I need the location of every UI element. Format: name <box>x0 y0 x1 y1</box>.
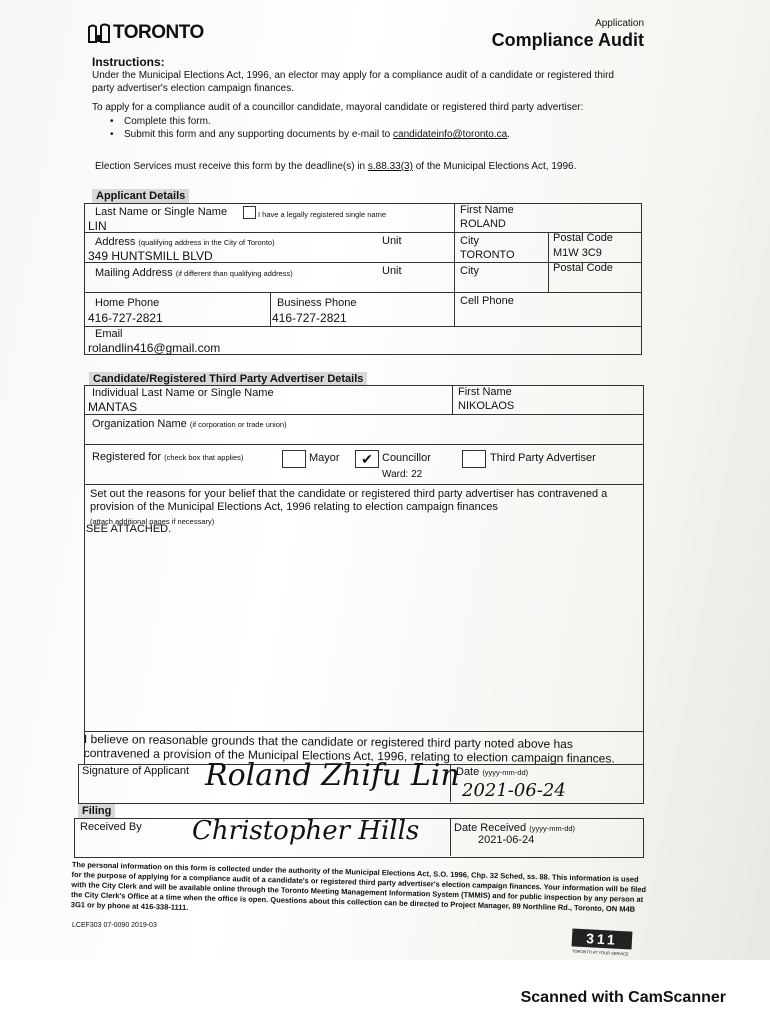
city-hall-icon <box>88 23 110 43</box>
toronto-logo <box>88 22 204 44</box>
third-party-checkbox[interactable] <box>462 450 486 468</box>
divider <box>84 731 643 732</box>
applicant-postal-code[interactable]: M1W 3C9 <box>553 247 602 259</box>
email-label: Email <box>95 328 123 340</box>
organization-label: Organization Name (if corporation or trade union) <box>92 418 287 430</box>
filing-section-title: Filing <box>78 804 115 818</box>
postal-code-label: Postal Code <box>553 232 613 244</box>
home-phone-label: Home Phone <box>95 297 160 309</box>
instructions-heading: Instructions: <box>92 55 165 69</box>
business-phone-label: Business Phone <box>277 297 357 309</box>
ward-label: Ward: 22 <box>382 469 423 480</box>
cell-phone-label: Cell Phone <box>460 295 514 307</box>
applicant-box <box>84 203 642 355</box>
belief-statement: I believe on reasonable grounds that the candidate or registered third party noted above has contravened a provision of the Municipal Elections Act, 1996, relating to election campaign finances. <box>83 732 615 766</box>
unit-label: Unit <box>382 235 402 247</box>
instructions-para-2: To apply for a compliance audit of a councillor candidate, mayoral candidate or registered third party advertiser: <box>92 102 584 113</box>
candidate-first-name[interactable]: NIKOLAOS <box>458 400 515 412</box>
privacy-notice: The personal information on this form is collected under the authority of the Municipal Elections Act, S.O. 1996, Chp. 32 Sched, ss. 88. This information is used for the purpose of applying for a compliance audit of a candidate's or registered third party advertiser's election campaign finances. Your information will be filed with the City Clerk and will be available online through the Toronto Meeting Management Information System (TMMIS) and for public inspection by any person at the City Clerk's Office at a time when the office is open. Questions about this collection can be directed to Project Manager, 89 Northline Rd., Toronto, ON M4B 3G1 or by phone at 416-338-1111. <box>70 860 647 914</box>
service-311-badge: 311 <box>572 928 633 949</box>
mailing-city-label: City <box>460 265 479 277</box>
badge-tagline: TORONTO AT YOUR SERVICE <box>571 948 629 957</box>
applicant-email[interactable]: rolandlin416@gmail.com <box>88 341 221 355</box>
logo-text: TORONTO <box>113 22 204 43</box>
applicant-section-title: Applicant Details <box>92 189 189 203</box>
reasons-label: Set out the reasons for your belief that the candidate or registered third party advertiser has contravened a provision of the Municipal Elections Act, 1996 relating to election campaign finances <box>90 488 608 513</box>
applicant-city[interactable]: TORONTO <box>460 249 515 261</box>
divider <box>454 203 455 326</box>
home-phone-value[interactable]: 416-727-2821 <box>88 311 163 325</box>
email-link[interactable]: candidateinfo@toronto.ca <box>393 129 508 140</box>
mayor-label: Mayor <box>309 452 340 464</box>
deadline-note: Election Services must receive this form by the deadline(s) in s.88.33(3) of the Municipal Elections Act, 1996. <box>95 161 577 172</box>
reasons-value[interactable]: SEE ATTACHED. <box>86 523 172 535</box>
mayor-checkbox[interactable] <box>282 450 306 468</box>
address-label: Address (qualifying address in the City of Toronto) <box>95 236 275 248</box>
divider <box>270 292 271 326</box>
received-by-label: Received By <box>80 821 142 833</box>
city-label: City <box>460 235 479 247</box>
councillor-checkbox[interactable]: ✔ <box>355 450 379 468</box>
reasons-note: (attach additional pages if necessary) <box>90 517 215 526</box>
bullet-complete-form: • Complete this form. <box>110 115 510 128</box>
date-received-label: Date Received (yyyy-mm-dd) <box>454 822 576 834</box>
divider <box>84 326 641 327</box>
divider <box>450 818 451 856</box>
received-by-signature[interactable]: Christopher Hills <box>192 816 420 846</box>
bullet-submit-form: • Submit this form and any supporting documents by e-mail to candidateinfo@toronto.ca. <box>110 128 510 141</box>
third-party-label: Third Party Advertiser <box>490 452 596 464</box>
single-name-note: I have a legally registered single name <box>258 210 386 219</box>
first-name-label: First Name <box>460 204 514 216</box>
instruction-bullets <box>110 115 510 141</box>
candidate-last-name[interactable]: MANTAS <box>88 400 138 414</box>
divider <box>452 385 453 414</box>
business-phone-value[interactable]: 416-727-2821 <box>272 311 347 325</box>
candidate-last-name-label: Individual Last Name or Single Name <box>92 387 274 399</box>
mailing-unit-label: Unit <box>382 265 402 277</box>
deadline-link[interactable]: s.88.33(3) <box>367 161 413 172</box>
divider <box>84 444 643 445</box>
applicant-address[interactable]: 349 HUNTSMILL BLVD <box>88 249 213 263</box>
candidate-section-title: Candidate/Registered Third Party Advertiser Details <box>89 372 367 386</box>
mailing-postal-label: Postal Code <box>553 262 613 274</box>
applicant-signature[interactable]: Roland Zhifu Lin <box>205 758 460 793</box>
single-name-checkbox[interactable] <box>243 206 256 219</box>
registered-for-label: Registered for (check box that applies) <box>92 451 244 463</box>
date-label: Date (yyyy-mm-dd) <box>456 766 529 778</box>
last-name-label: Last Name or Single Name <box>95 206 228 218</box>
candidate-box <box>84 385 644 765</box>
date-received-value[interactable]: 2021-06-24 <box>478 834 535 846</box>
councillor-label: Councillor <box>382 452 431 464</box>
instructions-para-1: Under the Municipal Elections Act, 1996, an elector may apply for a compliance audit of a candidate or registered third party advertiser's election campaign finances. <box>92 70 614 94</box>
applicant-last-name[interactable]: LIN <box>88 219 107 233</box>
signature-date[interactable]: 2021-06-24 <box>462 780 566 801</box>
divider <box>84 414 643 415</box>
signature-label: Signature of Applicant <box>82 765 190 777</box>
applicant-first-name[interactable]: ROLAND <box>460 218 506 230</box>
form-title: Compliance Audit <box>491 30 644 50</box>
divider <box>84 484 643 485</box>
application-label: Application <box>595 18 644 29</box>
candidate-first-name-label: First Name <box>458 386 512 398</box>
divider <box>84 292 641 293</box>
divider <box>548 232 549 292</box>
scanner-watermark: Scanned with CamScanner <box>520 989 726 1006</box>
mailing-address-label: Mailing Address (if different than qualifying address) <box>95 267 293 279</box>
form-code: LCEF303 07-0090 2019-03 <box>72 922 157 929</box>
